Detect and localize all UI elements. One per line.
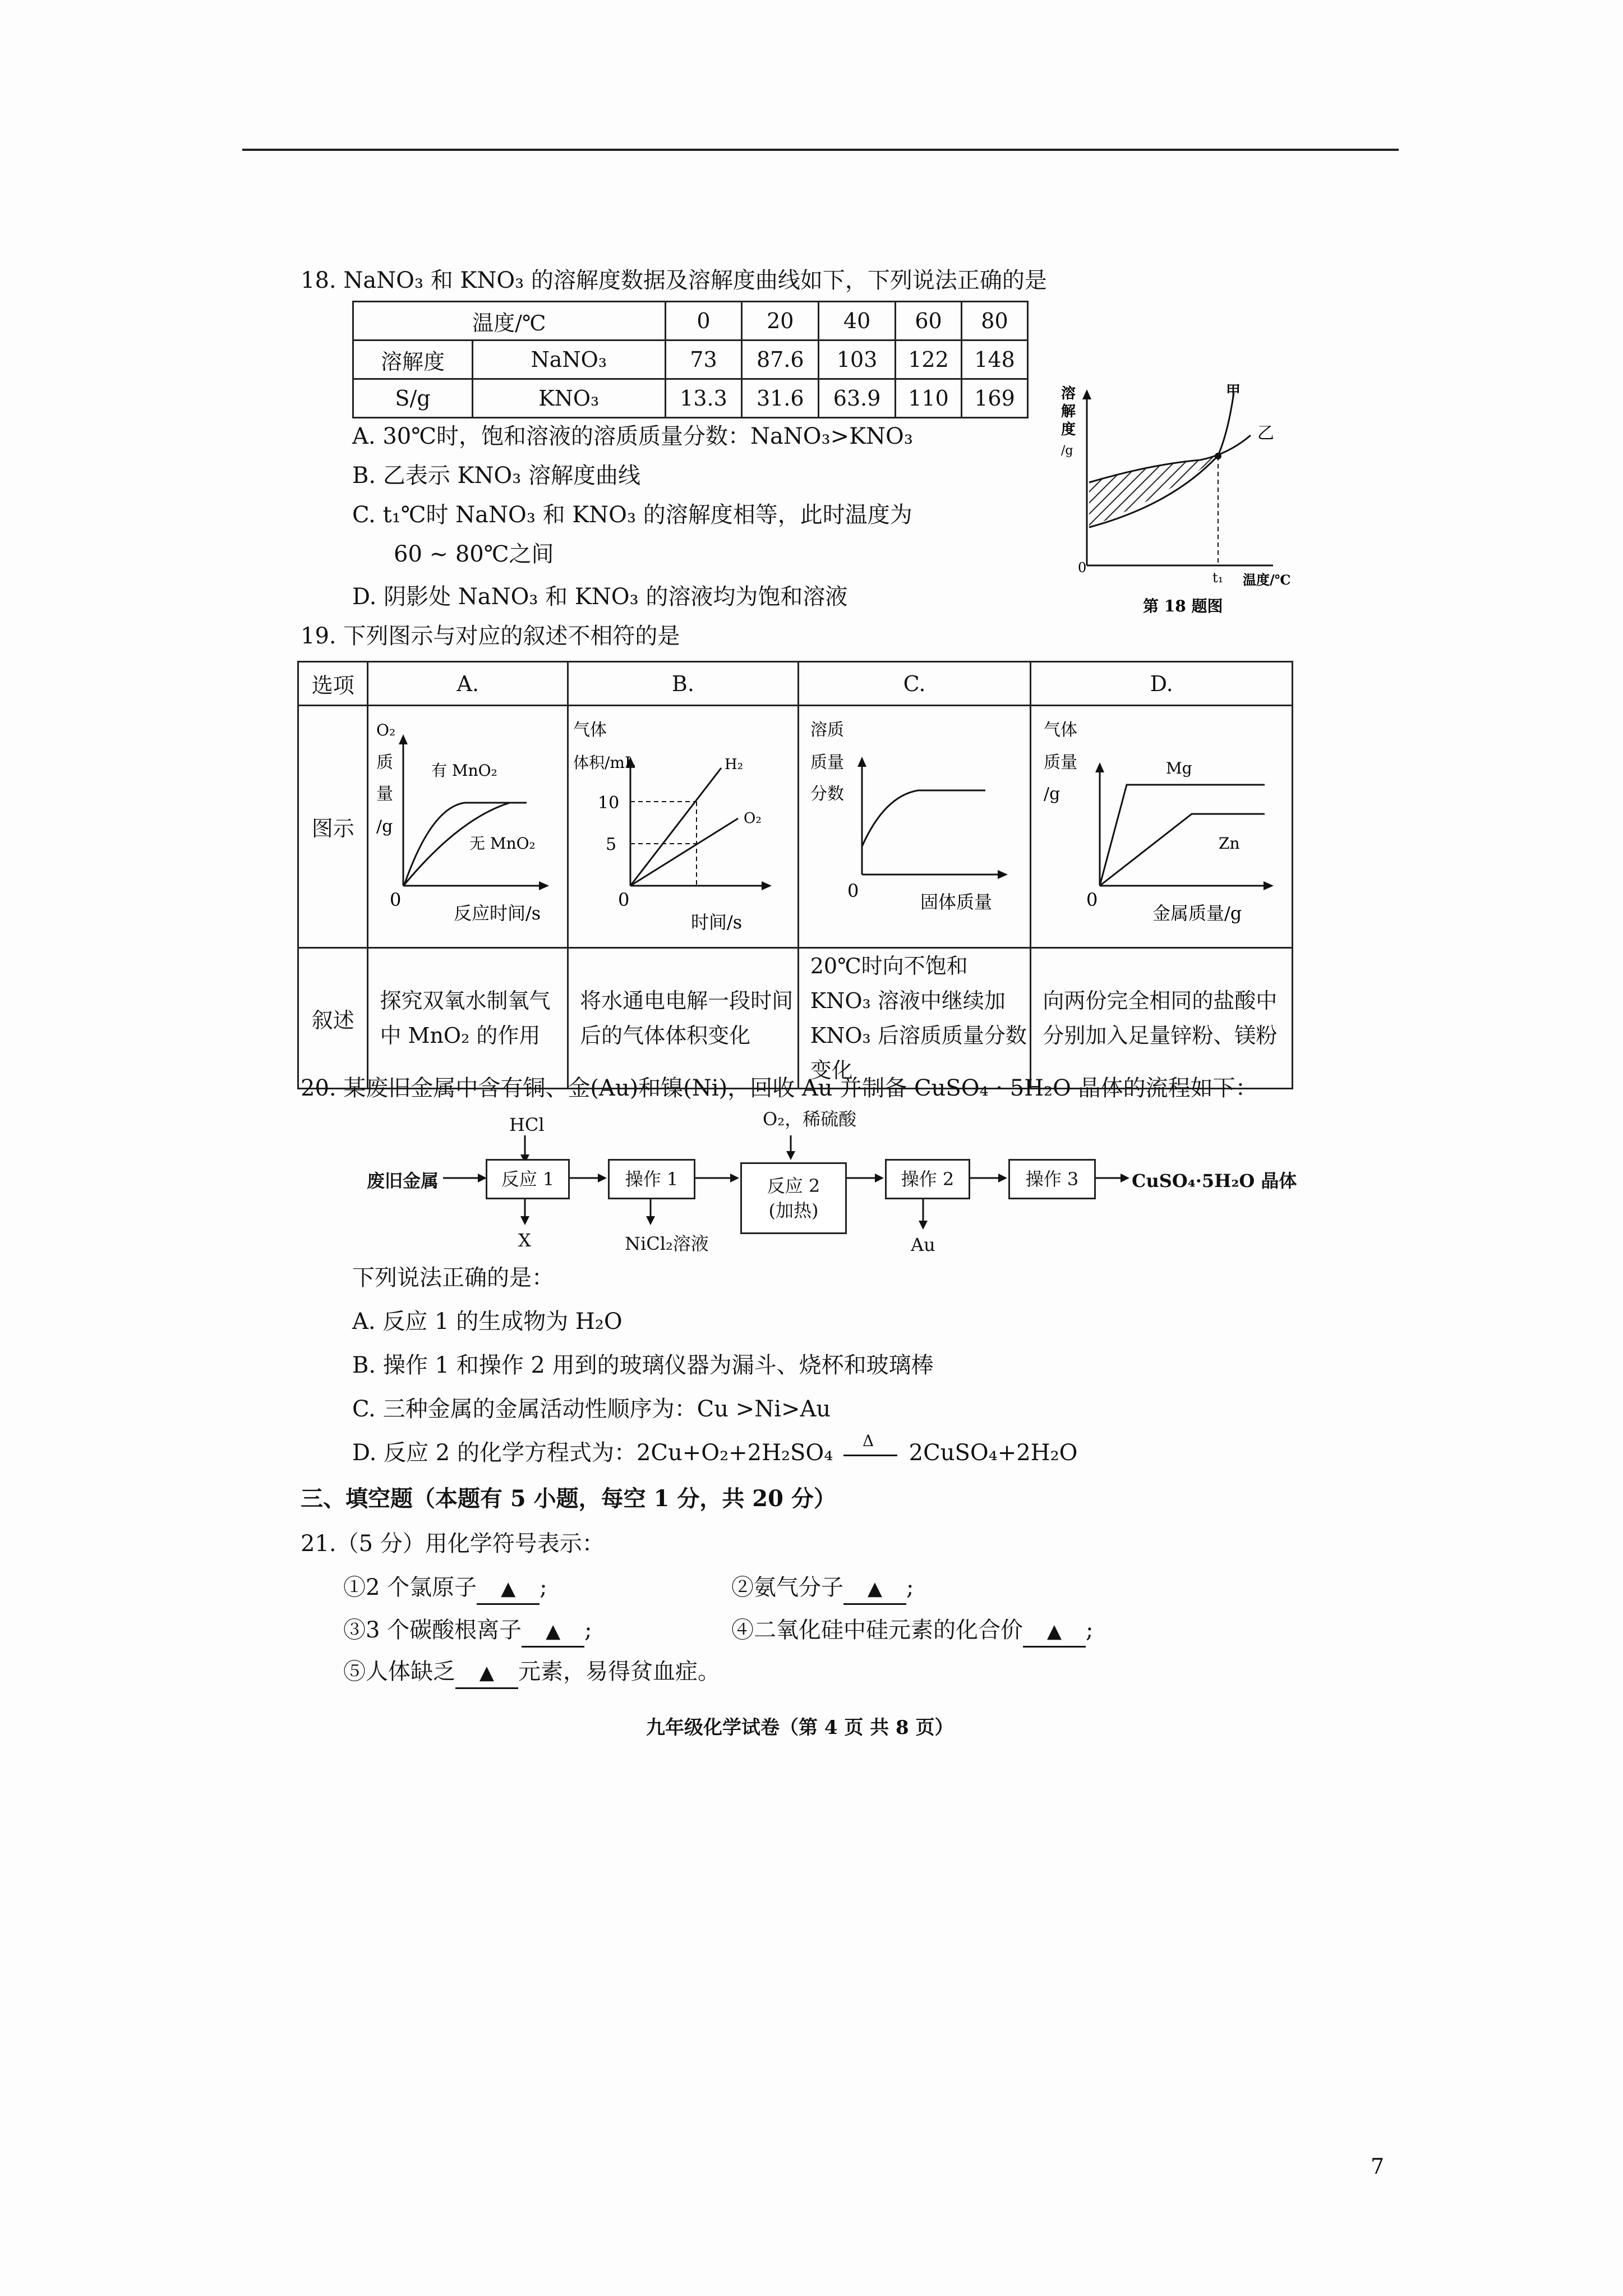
label-without-mno2: 无 MnO₂ bbox=[469, 834, 536, 853]
q19-graph-d bbox=[1032, 706, 1290, 942]
table-cell: 148 bbox=[961, 341, 1027, 379]
table-temp-80: 80 bbox=[961, 302, 1027, 341]
table-cell: 31.6 bbox=[742, 379, 819, 418]
q19-graph-c bbox=[800, 706, 1029, 942]
table-temp-40: 40 bbox=[819, 302, 896, 341]
answer-blank[interactable] bbox=[477, 1573, 540, 1605]
q19-graph-b-cell bbox=[568, 706, 799, 948]
q19-desc-b: 将水通电电解一段时间后的气体体积变化 bbox=[568, 948, 799, 1089]
q20-option-a: A. 反应 1 的生成物为 H₂O bbox=[352, 1309, 623, 1335]
flow-operation-1-label: 操作 1 bbox=[625, 1168, 679, 1190]
y-axis-arrow bbox=[1095, 762, 1104, 772]
triangle-mark: ▲ bbox=[501, 1577, 516, 1600]
table-kno3-label: KNO₃ bbox=[473, 379, 666, 418]
y-label: 质量 bbox=[1044, 753, 1078, 772]
line-h2 bbox=[630, 768, 721, 886]
triangle-mark: ▲ bbox=[867, 1577, 883, 1600]
q19-header-a: A. bbox=[368, 662, 568, 706]
q19-graph-d-cell bbox=[1031, 706, 1293, 948]
q20-option-d bbox=[352, 1432, 1078, 1467]
y-label: O₂ bbox=[376, 721, 396, 739]
q18-option-b: B. 乙表示 KNO₃ 溶解度曲线 bbox=[352, 463, 640, 489]
page-footer: 九年级化学试卷（第 4 页 共 8 页） bbox=[646, 1717, 954, 1739]
q19-desc-a: 探究双氧水制氧气中 MnO₂ 的作用 bbox=[368, 948, 568, 1089]
y-label-2: 解 bbox=[1061, 403, 1076, 420]
y-label: 分数 bbox=[810, 784, 844, 804]
q19-graph-a-cell bbox=[368, 706, 568, 948]
table-temp-0: 0 bbox=[665, 302, 742, 341]
q19-header-b: B. bbox=[568, 662, 799, 706]
q19-header-c: C. bbox=[798, 662, 1031, 706]
q19-desc-d: 向两份完全相同的盐酸中分别加入足量锌粉、镁粉 bbox=[1031, 948, 1293, 1089]
line-mg bbox=[1100, 785, 1265, 886]
q21-item-4 bbox=[731, 1616, 1093, 1648]
y-label-1: 溶 bbox=[1061, 385, 1076, 402]
flow-o2-acid-label: O₂，稀硫酸 bbox=[763, 1108, 857, 1130]
page-number: 7 bbox=[1371, 2154, 1385, 2179]
q18-option-c-cont: 60 ~ 80℃之间 bbox=[394, 541, 554, 567]
figure-caption: 第 18 题图 bbox=[1143, 597, 1223, 615]
y-label: 量 bbox=[376, 784, 394, 804]
y-label-4: /g bbox=[1061, 444, 1073, 458]
y-label: 质 bbox=[376, 753, 394, 772]
curve-label-jia: 甲 bbox=[1226, 383, 1241, 400]
table-cell: 169 bbox=[961, 379, 1027, 418]
flow-product-label: CuSO₄·5H₂O 晶体 bbox=[1132, 1170, 1297, 1191]
curve-mass-fraction bbox=[862, 790, 985, 846]
q18-solubility-table bbox=[352, 301, 1029, 418]
header-rule bbox=[242, 149, 1399, 151]
q21-item-3 bbox=[343, 1616, 592, 1648]
equation-products: 2CuSO₄+2H₂O bbox=[909, 1440, 1078, 1466]
t1-label: t₁ bbox=[1212, 570, 1224, 586]
q19-header-option: 选项 bbox=[298, 662, 368, 706]
line-zn bbox=[1100, 814, 1265, 886]
label-o2: O₂ bbox=[743, 810, 762, 827]
x-axis-arrow bbox=[762, 881, 772, 890]
q19-graph-c-cell bbox=[798, 706, 1031, 948]
q20-lead: 下列说法正确的是： bbox=[352, 1265, 554, 1291]
y-label: /g bbox=[376, 817, 393, 836]
triangle-mark: ▲ bbox=[479, 1662, 495, 1684]
q18-stem: 18. NaNO₃ 和 KNO₃ 的溶解度数据及溶解度曲线如下，下列说法正确的是 bbox=[301, 268, 1047, 293]
y-label: /g bbox=[1044, 784, 1061, 804]
flow-hcl-label: HCl bbox=[509, 1114, 545, 1135]
q19-stem: 19. 下列图示与对应的叙述不相符的是 bbox=[301, 623, 680, 649]
flow-reaction-2-box bbox=[740, 1162, 847, 1234]
tick-5: 5 bbox=[605, 835, 616, 854]
table-cell: 103 bbox=[819, 341, 896, 379]
y-label: 质量 bbox=[810, 753, 844, 772]
y-label: 气体 bbox=[573, 720, 607, 740]
y-axis-arrow bbox=[857, 757, 866, 767]
flow-reaction-1-label: 反应 1 bbox=[501, 1168, 555, 1190]
x-label: 时间/s bbox=[690, 912, 743, 933]
q18-option-a: A. 30℃时，饱和溶液的溶质质量分数：NaNO₃>KNO₃ bbox=[352, 424, 913, 449]
q19-desc-c: 20℃时向不饱和 KNO₃ 溶液中继续加 KNO₃ 后溶质质量分数变化 bbox=[798, 948, 1031, 1089]
semicolon: ; bbox=[906, 1575, 914, 1600]
flow-start-label: 废旧金属 bbox=[367, 1170, 439, 1191]
origin-label: 0 bbox=[617, 889, 630, 910]
answer-blank[interactable] bbox=[843, 1573, 906, 1605]
q18-option-d: D. 阴影处 NaNO₃ 和 KNO₃ 的溶液均为饱和溶液 bbox=[352, 584, 848, 610]
flow-operation-3-box bbox=[1008, 1159, 1096, 1199]
semicolon: ; bbox=[584, 1617, 592, 1643]
q21-item-5 bbox=[343, 1657, 720, 1689]
y-label: 气体 bbox=[1044, 720, 1078, 740]
table-cell: 73 bbox=[665, 341, 742, 379]
x-axis-arrow bbox=[539, 881, 549, 890]
q18-solubility-figure bbox=[1060, 376, 1295, 617]
tick-10: 10 bbox=[597, 793, 620, 813]
flow-au-label: Au bbox=[911, 1234, 935, 1255]
curve-label-yi: 乙 bbox=[1257, 424, 1274, 443]
table-cell: 110 bbox=[896, 379, 962, 418]
q19-header-d: D. bbox=[1031, 662, 1293, 706]
flow-operation-1-box bbox=[608, 1159, 695, 1199]
origin-label: 0 bbox=[390, 889, 402, 910]
table-cell: 87.6 bbox=[742, 341, 819, 379]
q21-item-5-suffix: 元素，易得贫血症。 bbox=[518, 1659, 720, 1685]
table-row-label-solubility: 溶解度 bbox=[353, 341, 473, 379]
flow-operation-3-label: 操作 3 bbox=[1025, 1168, 1079, 1190]
q21-item-2 bbox=[731, 1573, 914, 1605]
equation-reactants: D. 反应 2 的化学方程式为：2Cu+O₂+2H₂SO₄ bbox=[352, 1440, 833, 1466]
x-label: 金属质量/g bbox=[1152, 903, 1242, 924]
semicolon: ; bbox=[1086, 1617, 1094, 1643]
x-label: 反应时间/s bbox=[454, 903, 541, 924]
origin-label: 0 bbox=[847, 880, 859, 901]
equation-arrow bbox=[840, 1432, 902, 1466]
y-label: 溶质 bbox=[810, 720, 844, 740]
y-label-3: 度 bbox=[1061, 421, 1076, 438]
equation-condition: Δ bbox=[862, 1432, 874, 1450]
q19-graph-b bbox=[570, 706, 796, 942]
flow-operation-2-label: 操作 2 bbox=[901, 1168, 955, 1190]
flow-nicl2-label: NiCl₂溶液 bbox=[625, 1233, 709, 1254]
q20-stem: 20. 某废旧金属中含有铜、金(Au)和镍(Ni)，回收 Au 并制备 CuSO₄ · 5H₂O 晶体的流程如下： bbox=[301, 1075, 1258, 1101]
q21-item-4-text: ④二氧化硅中硅元素的化合价 bbox=[731, 1617, 1023, 1643]
section-3-heading: 三、填空题（本题有 5 小题，每空 1 分，共 20 分） bbox=[301, 1485, 836, 1512]
x-label: 固体质量 bbox=[920, 891, 992, 913]
semicolon: ; bbox=[540, 1575, 547, 1600]
q21-item-2-text: ②氨气分子 bbox=[731, 1575, 843, 1600]
q19-row-figure-label: 图示 bbox=[298, 706, 368, 948]
q19-table bbox=[297, 661, 1293, 1089]
label-zn: Zn bbox=[1219, 834, 1240, 853]
q21-item-1-text: ①2 个氯原子 bbox=[343, 1575, 477, 1600]
x-label: 温度/℃ bbox=[1243, 572, 1291, 588]
table-cell: 63.9 bbox=[819, 379, 896, 418]
q20-option-b: B. 操作 1 和操作 2 用到的玻璃仪器为漏斗、烧杯和玻璃棒 bbox=[352, 1352, 934, 1378]
flow-operation-2-box bbox=[885, 1159, 970, 1199]
label-mg: Mg bbox=[1166, 759, 1192, 777]
table-row-label-unit: S/g bbox=[353, 379, 473, 418]
flow-reaction-2-label: 反应 2 bbox=[767, 1175, 820, 1197]
q20-option-c: C. 三种金属的金属活动性顺序为：Cu >Ni>Au bbox=[352, 1396, 831, 1422]
line-o2 bbox=[630, 818, 738, 886]
triangle-mark: ▲ bbox=[1046, 1620, 1062, 1642]
table-cell: 122 bbox=[896, 341, 962, 379]
equation-line bbox=[843, 1455, 897, 1456]
q21-item-1 bbox=[343, 1573, 547, 1605]
flow-reaction-2-cond: (加热) bbox=[768, 1200, 819, 1221]
triangle-mark: ▲ bbox=[546, 1620, 561, 1642]
table-header-temp: 温度/℃ bbox=[353, 302, 666, 341]
table-temp-60: 60 bbox=[896, 302, 962, 341]
answer-blank[interactable] bbox=[522, 1616, 584, 1648]
flow-x-label: X bbox=[518, 1230, 531, 1251]
y-axis-arrow bbox=[1082, 389, 1091, 399]
x-axis-arrow bbox=[1264, 881, 1274, 890]
y-axis-arrow bbox=[399, 734, 408, 744]
q21-item-3-text: ③3 个碳酸根离子 bbox=[343, 1617, 522, 1643]
q21-item-5-text: ⑤人体缺乏 bbox=[343, 1659, 455, 1685]
table-temp-20: 20 bbox=[742, 302, 819, 341]
table-cell: 13.3 bbox=[665, 379, 742, 418]
answer-blank[interactable] bbox=[455, 1657, 518, 1689]
origin-label: 0 bbox=[1086, 889, 1098, 910]
q18-option-c: C. t₁℃时 NaNO₃ 和 KNO₃ 的溶解度相等，此时温度为 bbox=[352, 502, 912, 528]
x-axis-arrow bbox=[998, 870, 1008, 879]
flow-reaction-1-box bbox=[486, 1159, 570, 1199]
label-with-mno2: 有 MnO₂ bbox=[431, 761, 498, 780]
label-h2: H₂ bbox=[724, 756, 744, 773]
q19-graph-a bbox=[370, 706, 566, 942]
q21-stem: 21.（5 分）用化学符号表示： bbox=[301, 1531, 605, 1557]
origin-label: 0 bbox=[1078, 560, 1087, 576]
table-nano3-label: NaNO₃ bbox=[473, 341, 666, 379]
y-label: 体积/mL bbox=[573, 753, 635, 772]
q19-row-desc-label: 叙述 bbox=[298, 948, 368, 1089]
answer-blank[interactable] bbox=[1023, 1616, 1086, 1648]
